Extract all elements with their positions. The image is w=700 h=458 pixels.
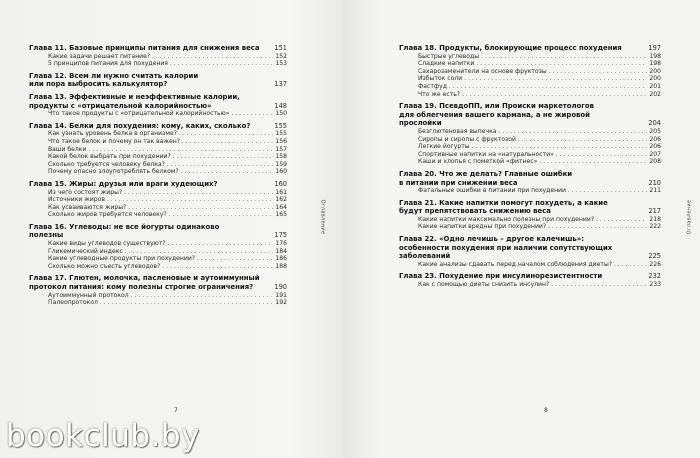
toc-chapter [399, 272, 661, 288]
toc-chapter [399, 235, 661, 268]
chapter-page-number: 217 [648, 207, 661, 216]
entry-title: Каши и хлопья с пометкой «фитнес» . . . [418, 158, 661, 166]
entry-page-number: 188 [275, 262, 287, 270]
toc-chapter [399, 102, 661, 166]
toc-chapter [29, 180, 287, 219]
toc-entry[interactable] [29, 292, 287, 300]
chapter-heading[interactable] [29, 180, 287, 189]
entry-page-number: 222 [649, 223, 661, 231]
chapter-page-number: 148 [274, 101, 287, 110]
toc-entry[interactable] [399, 91, 661, 99]
chapter-heading[interactable] [399, 272, 661, 281]
chapter-title [399, 102, 661, 128]
chapter-title-line: особенности похудения при наличии сопутствующих [399, 243, 613, 252]
chapter-page-number: 225 [648, 252, 661, 261]
toc-entry[interactable] [29, 255, 287, 263]
entry-page-number: 198 [649, 60, 661, 68]
entry-page-number: 233 [649, 281, 661, 289]
toc-entry[interactable] [399, 261, 661, 269]
entry-title: Избыток соли . . . [418, 75, 661, 83]
toc-entry[interactable] [29, 138, 287, 146]
entry-title: Какие виды углеводов существуют? . . . [48, 240, 287, 248]
entry-page-number: 156 [275, 137, 287, 145]
right-page [342, 0, 700, 458]
toc-entry[interactable] [29, 263, 287, 271]
chapter-heading[interactable] [399, 170, 661, 187]
toc-chapter [29, 93, 287, 118]
left-page-number: 7 [174, 407, 178, 414]
chapter-title-line: Глава 14. Белки для похудения: кому, каких, сколько? [29, 121, 251, 130]
entry-title: Быстрые углеводы . . . [418, 53, 661, 61]
toc-entry[interactable] [399, 83, 661, 91]
entry-title: Как с помощью диеты снизить инсулин? . . . [418, 281, 661, 289]
toc-entry[interactable] [399, 75, 661, 83]
entry-page-number: 165 [275, 211, 287, 219]
toc-entry[interactable] [399, 216, 661, 224]
toc-entry[interactable] [29, 53, 287, 61]
left-running-title: Оглавление [319, 199, 326, 235]
entry-title: Какие напитки максимально полезны при похудении? . . . [418, 216, 661, 224]
entry-title: Сахарозаменители на основе фруктозы . . . [418, 68, 661, 76]
toc-entry[interactable] [29, 153, 287, 161]
entry-title: Безглютеновая выпечка . . . [418, 128, 661, 136]
entry-page-number: 192 [275, 299, 287, 307]
toc-entry[interactable] [29, 204, 287, 212]
entry-page-number: 157 [275, 145, 287, 153]
entry-title: Какие напитки вредны при похудении? . . . [418, 223, 661, 231]
toc-entry[interactable] [29, 248, 287, 256]
entry-page-number: 162 [275, 196, 287, 204]
chapter-page-number: 210 [648, 178, 661, 187]
chapter-title-line: Глава 20. Что же делать? Главные ошибки [399, 169, 573, 178]
entry-title: Гликемический индекс . . . [48, 248, 287, 256]
toc-chapter [29, 223, 287, 271]
chapter-title [29, 122, 287, 131]
chapter-title-line: Глава 17. Глютен, молочка, пасленовые и аутоиммунный [29, 274, 260, 283]
toc-entry[interactable] [399, 128, 661, 136]
toc-entry[interactable] [399, 53, 661, 61]
chapter-heading[interactable] [399, 102, 661, 128]
entry-page-number: 158 [275, 153, 287, 161]
entry-page-number: 184 [275, 247, 287, 255]
entry-page-number: 198 [649, 52, 661, 60]
chapter-title [29, 44, 287, 53]
entry-title: Какой белок выбрать при похудении? . . . [48, 153, 287, 161]
entry-title: Ваши белки . . . [48, 146, 287, 154]
chapter-title [399, 170, 661, 187]
chapter-page-number: 175 [274, 231, 287, 240]
chapter-heading[interactable] [29, 122, 287, 131]
chapter-title-line: или пора выбросить калькулятор? [29, 80, 168, 89]
chapter-heading[interactable] [399, 199, 661, 216]
entry-page-number: 191 [275, 291, 287, 299]
entry-title: Палеопротокол . . . [48, 299, 287, 307]
chapter-title-line: продукты с «отрицательной калорийностью» [29, 101, 212, 110]
toc-entry[interactable] [399, 187, 661, 195]
entry-page-number: 200 [649, 67, 661, 75]
entry-title: Сколько можно съесть углеводов? . . . [48, 263, 287, 271]
chapter-heading[interactable] [29, 72, 287, 89]
entry-title: Как усваиваются жиры? . . . [48, 204, 287, 212]
chapter-title-line: полезны [29, 231, 64, 240]
chapter-heading[interactable] [29, 223, 287, 240]
entry-title: Спортивные напитки на «натуральности» . . . [418, 151, 661, 159]
entry-page-number: 159 [275, 160, 287, 168]
entry-page-number: 164 [275, 203, 287, 211]
chapter-title-line: Глава 22. «Одно лечишь – другое калечишь»: [399, 235, 584, 244]
toc-entry[interactable] [399, 68, 661, 76]
chapter-title-line: прослойки [399, 119, 442, 128]
entry-title: Какие анализы сдавать перед началом соблюдения диеты? . . . [418, 261, 661, 269]
entry-page-number: 226 [649, 260, 661, 268]
chapter-title [399, 44, 661, 53]
entry-page-number: 160 [275, 168, 287, 176]
chapter-page-number: 160 [274, 179, 287, 188]
entry-title: Источники жиров . . . [48, 196, 287, 204]
right-page-number: 8 [544, 407, 548, 414]
entry-page-number: 211 [649, 187, 661, 195]
chapter-title-line: Глава 21. Какие напитки помогут похудеть, а какие [399, 198, 608, 207]
entry-page-number: 206 [649, 143, 661, 151]
entry-title: Что же есть? . . . [418, 91, 661, 99]
entry-title: 5 принципов питания для похудения . . . [48, 60, 287, 68]
chapter-heading[interactable] [399, 44, 661, 53]
entry-title: Сколько жиров требуется человеку? . . . [48, 211, 287, 219]
toc-entry[interactable] [29, 189, 287, 197]
chapter-title [29, 223, 287, 240]
entry-page-number: 161 [275, 188, 287, 196]
chapter-page-number: 155 [274, 121, 287, 130]
entry-page-number: 176 [275, 240, 287, 248]
chapter-page-number: 204 [648, 119, 661, 128]
entry-page-number: 152 [275, 52, 287, 60]
entry-page-number: 208 [649, 158, 661, 166]
chapter-title-line: протокол питания: кому полезны строгие ограничения? [29, 283, 254, 292]
chapter-heading[interactable] [399, 235, 661, 261]
toc-entry[interactable] [29, 146, 287, 154]
entry-page-number: 202 [649, 90, 661, 98]
entry-page-number: 153 [275, 60, 287, 68]
toc-chapter [399, 170, 661, 195]
right-toc [399, 44, 661, 293]
chapter-title-line: будут препятствовать снижению веса [399, 207, 551, 216]
right-running-title: Оглавление [686, 199, 693, 235]
entry-title: Почему опасно злоупотреблять белком? . . . [48, 168, 287, 176]
toc-entry[interactable] [29, 168, 287, 176]
entry-title: Какие задачи решает питание? . . . [48, 53, 287, 61]
entry-title: Сладкие напитки . . . [418, 60, 661, 68]
toc-chapter [399, 44, 661, 98]
toc-chapter [29, 44, 287, 68]
entry-page-number: 206 [649, 135, 661, 143]
toc-entry[interactable] [29, 196, 287, 204]
left-page [0, 0, 342, 458]
chapter-title-line: Глава 11. Базовые принципы питания для снижения веса [29, 44, 260, 52]
entry-title: Какие углеводные продукты при похудении? . . . [48, 255, 287, 263]
toc-entry[interactable] [399, 158, 661, 166]
toc-chapter [399, 199, 661, 231]
watermark-logo: bookclub.by [6, 418, 200, 454]
toc-entry[interactable] [399, 143, 661, 151]
left-toc [29, 44, 287, 311]
chapter-page-number: 137 [274, 80, 287, 89]
chapter-heading[interactable] [29, 93, 287, 110]
toc-entry[interactable] [29, 60, 287, 68]
entry-page-number: 201 [649, 82, 661, 90]
entry-title: Сколько требуется человеку белка? . . . [48, 161, 287, 169]
chapter-title [29, 180, 287, 189]
entry-page-number: 205 [649, 127, 661, 135]
toc-chapter [29, 72, 287, 89]
chapter-page-number: 197 [648, 44, 661, 52]
chapter-page-number: 151 [274, 44, 287, 52]
entry-page-number: 218 [649, 215, 661, 223]
chapter-page-number: 232 [648, 272, 661, 281]
chapter-title [29, 274, 287, 291]
chapter-title-line: Глава 12. Всем ли нужно считать калории [29, 71, 199, 80]
entry-title: Легкие йогурты . . . [418, 143, 661, 151]
toc-entry[interactable] [29, 161, 287, 169]
chapter-page-number: 190 [274, 283, 287, 292]
toc-entry[interactable] [399, 281, 661, 289]
chapter-title-line: для облегчения вашего кармана, а не жировой [399, 110, 590, 119]
entry-title: Фастфуд . . . [418, 83, 661, 91]
entry-page-number: 155 [275, 130, 287, 138]
chapter-title-line: Глава 15. Жиры: друзья или враги худеющих? [29, 179, 218, 188]
chapter-title [29, 93, 287, 110]
chapter-title [399, 199, 661, 216]
entry-page-number: 186 [275, 255, 287, 263]
chapter-title [29, 72, 287, 89]
chapter-title-line: заболеваний [399, 252, 451, 261]
entry-title: Как узнать уровень белка в организме? . . . [48, 130, 287, 138]
toc-entry[interactable] [29, 240, 287, 248]
toc-entry[interactable] [399, 60, 661, 68]
chapter-title [399, 235, 661, 261]
entry-title: Из чего состоят жиры? . . . [48, 189, 287, 197]
toc-entry[interactable] [399, 223, 661, 231]
toc-entry[interactable] [399, 151, 661, 159]
toc-entry[interactable] [29, 110, 287, 118]
chapter-title-line: Глава 18. Продукты, блокирующие процесс похудения [399, 44, 622, 52]
entry-title: Аутоиммунный протокол . . . [48, 292, 287, 300]
chapter-heading[interactable] [29, 44, 287, 53]
chapter-heading[interactable] [29, 274, 287, 291]
entry-title: Что такое белок и почему он так важен? . . . [48, 138, 287, 146]
chapter-title-line: Глава 19. ПсевдоПП, или Происки маркетологов [399, 102, 594, 111]
chapter-title-line: Глава 16. Углеводы: не все йогурты одинаково [29, 222, 220, 231]
chapter-title-line: Глава 23. Похудение при инсулинорезистентности [399, 272, 603, 281]
chapter-title-line: в питании при снижении веса [399, 178, 518, 187]
toc-entry[interactable] [29, 299, 287, 307]
entry-title: Сиропы и сиропы с фруктозой . . . [418, 136, 661, 144]
entry-title: Фатальные ошибки в питании при похудении . . . [418, 187, 661, 195]
toc-entry[interactable] [29, 211, 287, 219]
toc-entry[interactable] [399, 136, 661, 144]
toc-chapter [29, 122, 287, 176]
toc-entry[interactable] [29, 130, 287, 138]
entry-page-number: 207 [649, 150, 661, 158]
entry-page-number: 200 [649, 75, 661, 83]
entry-page-number: 150 [275, 110, 287, 118]
entry-title: Что такое продукты с «отрицательной калорийностью» . . . [48, 110, 287, 118]
chapter-title [399, 272, 661, 281]
toc-chapter [29, 274, 287, 306]
chapter-title-line: Глава 13. Эффективные и неэффективные калории, [29, 92, 240, 101]
